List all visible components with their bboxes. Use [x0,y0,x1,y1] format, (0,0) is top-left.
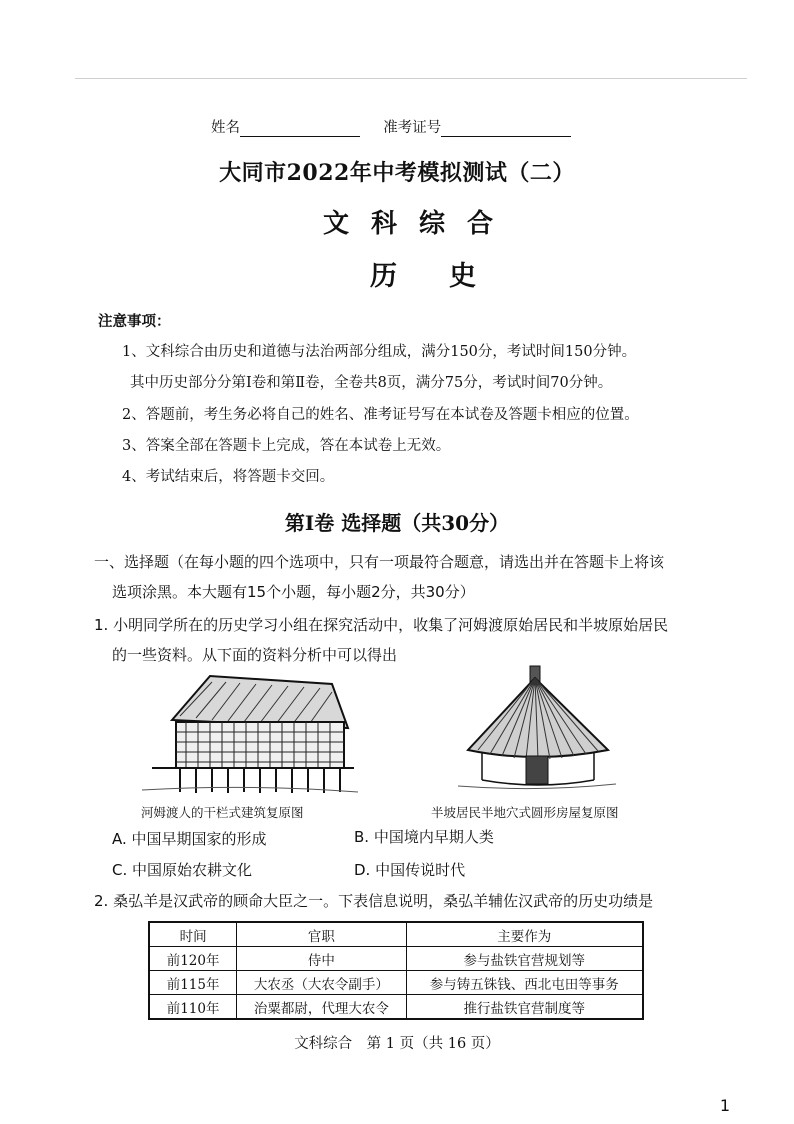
cell-office: 治粟都尉，代理大农令 [237,995,406,1020]
notice-item-3: 3、答案全部在答题卡上完成，答在本试卷上无效。 [122,438,451,454]
page-number: 1 [719,1096,730,1115]
q1-option-a[interactable]: A. 中国早期国家的形成 [112,830,267,848]
header-office: 官职 [237,922,406,947]
cell-deeds: 参与盐铁官营规划等 [406,947,643,971]
table-header-row [149,922,643,947]
page-footer: 文科综合 第 1 页（共 16 页） [294,1036,500,1052]
notice-item-1-cont: 其中历史部分分第Ⅰ卷和第Ⅱ卷，全卷共8页，满分75分，考试时间70分钟。 [130,375,613,391]
cell-deeds: 参与铸五铢钱、西北屯田等事务 [406,971,643,995]
header-deeds: 主要作为 [406,922,643,947]
caption-stilt-house: 河姆渡人的干栏式建筑复原图 [141,805,304,820]
round-house-illustration [458,662,616,792]
top-rule [75,78,747,79]
cell-time: 前115年 [149,971,237,995]
section-instruction-line1: 一、选择题（在每小题的四个选项中，只有一项最符合题意，请选出并在答题卡上将该 [94,553,665,571]
subject-title: 历史 [370,261,528,292]
cell-time: 前110年 [149,995,237,1020]
notice-item-2: 2、答题前，考生务必将自己的姓名、准考证号写在本试卷及答题卡相应的位置。 [122,407,639,423]
stilt-house-illustration [140,672,360,797]
section-title: 第Ⅰ卷 选择题（共30分） [284,511,510,535]
cell-deeds: 推行盐铁官营制度等 [406,995,643,1020]
notice-item-4: 4、考试结束后，将答题卡交回。 [122,469,335,485]
cell-time: 前120年 [149,947,237,971]
q2-stem: 2. 桑弘羊是汉武帝的顾命大臣之一。下表信息说明，桑弘羊辅佐汉武帝的历史功绩是 [94,892,654,910]
candidate-info-line [211,116,571,137]
exam-id-label: 准考证号 [383,120,442,136]
cell-office: 侍中 [237,947,406,971]
name-blank[interactable] [240,120,360,137]
exam-title: 大同市2022年中考模拟测试（二） [219,160,575,186]
table-row [149,971,643,995]
q1-option-d[interactable]: D. 中国传说时代 [354,861,466,879]
exam-id-blank[interactable] [441,120,571,137]
name-label: 姓名 [211,120,240,136]
header-time: 时间 [149,922,237,947]
section-instruction-line2: 选项涂黑。本大题有15个小题，每小题2分，共30分） [112,583,475,601]
q2-info-table [148,921,644,1020]
caption-round-house: 半坡居民半地穴式圆形房屋复原图 [431,805,619,820]
subject-group-title: 文科综合 [322,209,515,239]
notice-item-1: 1、文科综合由历史和道德与法治两部分组成，满分150分，考试时间150分钟。 [122,344,637,360]
q1-option-b[interactable]: B. 中国境内早期人类 [354,828,494,846]
table-row [149,947,643,971]
notice-heading: 注意事项： [98,313,171,330]
table-row [149,995,643,1020]
q1-option-c[interactable]: C. 中国原始农耕文化 [112,861,253,879]
cell-office: 大农丞（大农令副手） [237,971,406,995]
q1-stem-line1: 1. 小明同学所在的历史学习小组在探究活动中，收集了河姆渡原始居民和半坡原始居民 [94,616,669,634]
q1-stem-line2: 的一些资料。从下面的资料分析中可以得出 [112,646,398,664]
